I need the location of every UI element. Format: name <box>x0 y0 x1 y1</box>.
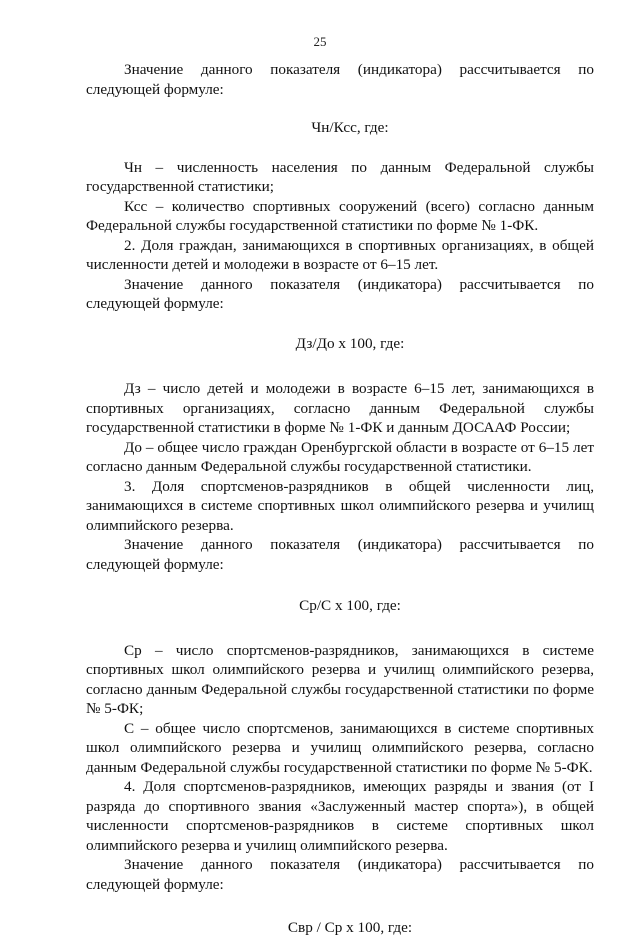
definition-do: До – общее число граждан Оренбургской области в возрасте от 6–15 лет согласно данным Федеральной службы государственной статистики. <box>86 438 594 475</box>
formula-ch-kss: Чн/Ксс, где: <box>311 119 389 136</box>
formula-dz-do: Дз/До х 100, где: <box>295 334 405 352</box>
definition-sr: Ср – число спортсменов-разрядников, занимающихся в системе спортивных школ олимпийского резерва и училищ олимпийского резерва, согласно данным Федеральной службы государственной статистики по форме № 5-ФК; <box>86 641 594 717</box>
formula-intro-paragraph: Значение данного показателя (индикатора) рассчитывается по следующей формуле: <box>86 275 594 312</box>
page-body <box>86 60 594 938</box>
formula-svr-sr: Свр / Ср х 100, где: <box>287 919 413 936</box>
formula-sr-s: Ср/С х 100, где: <box>299 597 401 614</box>
formula-intro-paragraph: Значение данного показателя (индикатора) рассчитывается по следующей формуле: <box>86 61 594 98</box>
page-number: 25 <box>313 34 327 49</box>
definition-s: С – общее число спортсменов, занимающихся в системе спортивных школ олимпийского резерва и училищ олимпийского резерва, согласно данным Федеральной службы государственной статистики по форме № 5-ФК. <box>86 719 594 776</box>
indicator-4-title: 4. Доля спортсменов-разрядников, имеющих разряды и звания (от I разряда до спортивного звания «Заслуженный мастер спорта»), в общей численности спортсменов-разрядников в системе спортивных школ олимпийского резерва и училищ олимпийского резерва. <box>86 778 594 854</box>
definition-dz: Дз – число детей и молодежи в возрасте 6–15 лет, занимающихся в спортивных организациях, согласно данным Федеральной службы государственной статистики в форме № 1-ФК и данным ДОСААФ России; <box>86 380 594 436</box>
formula-intro-paragraph: Значение данного показателя (индикатора) рассчитывается по следующей формуле: <box>86 536 594 573</box>
formula-intro-paragraph: Значение данного показателя (индикатора) рассчитывается по следующей формуле: <box>86 856 594 893</box>
definition-kss: Ксс – количество спортивных сооружений (всего) согласно данным Федеральной службы государственной статистики по форме № 1-ФК. <box>86 197 594 234</box>
definition-ch: Чн – численность населения по данным Федеральной службы государственной статистики; <box>86 158 594 195</box>
indicator-2-title: 2. Доля граждан, занимающихся в спортивных организациях, в общей численности детей и молодежи в возрасте от 6–15 лет. <box>86 236 594 273</box>
indicator-3-title: 3. Доля спортсменов-разрядников в общей численности лиц, занимающихся в системе спортивных школ олимпийского резерва и училищ олимпийского резерва. <box>86 477 594 534</box>
